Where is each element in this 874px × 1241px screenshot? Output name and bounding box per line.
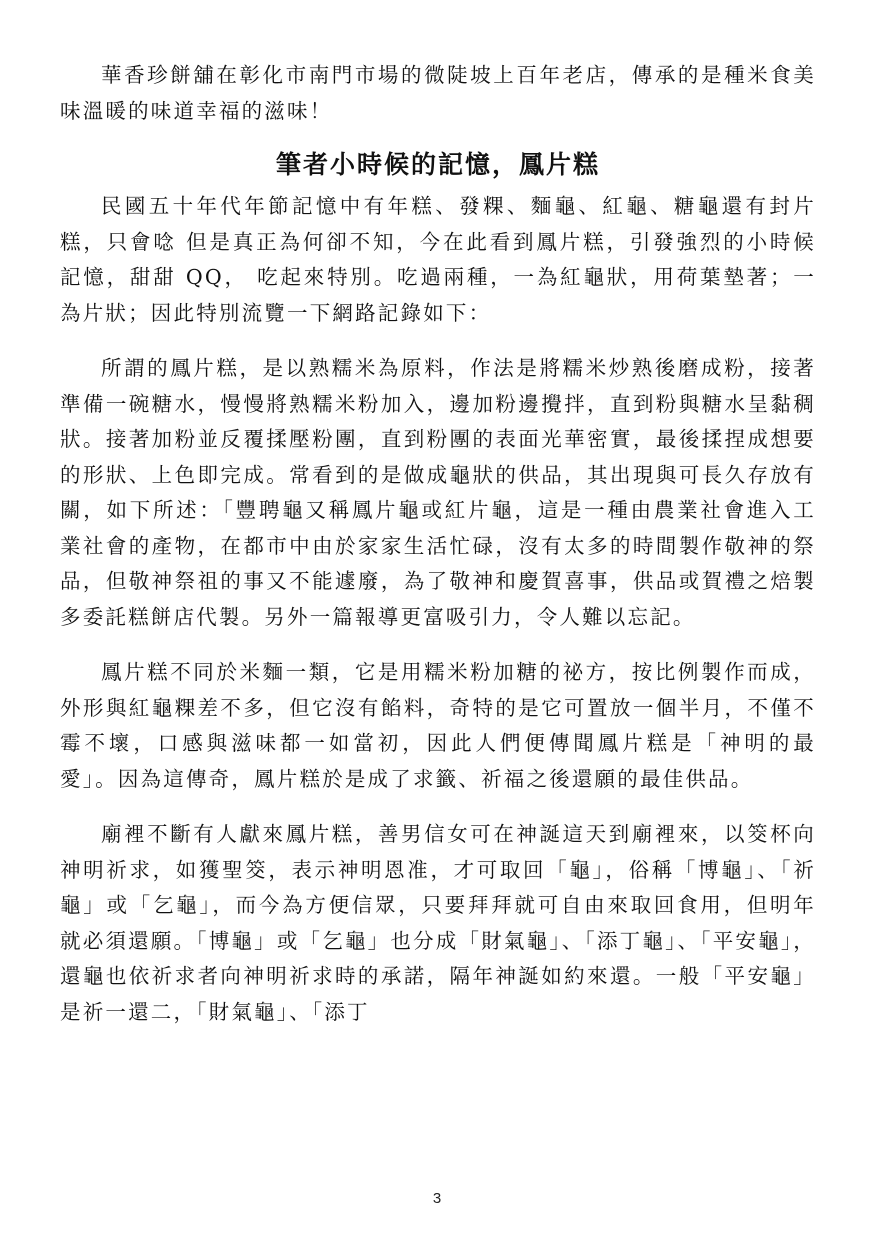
page-content bbox=[60, 58, 816, 1030]
section-heading: 筆者小時候的記憶，鳳片糕 bbox=[275, 150, 600, 179]
paragraph-temple: 廟裡不斷有人獻來鳳片糕，善男信女可在神誕這天到廟裡來，以筊杯向神明祈求，如獲聖筊，表示神明恩准，才可取回「龜」，俗稱「博龜」、「祈龜」或「乞龜」，而今為方便信眾，只要拜拜就可自由來取回食用，但明年就必須還願。「博龜」或「乞龜」也分成「財氣龜」、「添丁龜」、「平安龜」，還龜也依祈求者向神明祈求時的承諾，隔年神誕如約來還。一般「平安龜」是祈一還二，「財氣龜」、「添丁 bbox=[60, 822, 816, 1024]
paragraph-legend: 鳳片糕不同於米麵一類，它是用糯米粉加糖的祕方，按比例製作而成，外形與紅龜粿差不多，但它沒有餡料，奇特的是它可置放一個半月，不僅不霉不壞，口感與滋味都一如當初，因此人們便傳聞鳳片糕是「神明的最愛」。因為這傳奇，鳳片糕於是成了求籤、祈福之後還願的最佳供品。 bbox=[60, 660, 816, 791]
paragraph-recipe: 所謂的鳳片糕，是以熟糯米為原料，作法是將糯米炒熟後磨成粉，接著準備一碗糖水，慢慢將熟糯米粉加入，邊加粉邊攪拌，直到粉與糖水呈黏稠狀。接著加粉並反覆揉壓粉團，直到粉團的表面光華密實，最後揉捏成想要的形狀、上色即完成。常看到的是做成龜狀的供品，其出現與可長久存放有關，如下所述：「豐聘龜又稱鳳片龜或紅片龜，這是一種由農業社會進入工業社會的產物，在都市中由於家家生活忙碌，沒有太多的時間製作敬神的祭品，但敬神祭祖的事又不能遽廢，為了敬神和慶賀喜事，供品或賀禮之焙製多委託糕餅店代製。另外一篇報導更富吸引力，令人難以忘記。 bbox=[60, 356, 816, 629]
paragraph-memory: 民國五十年代年節記憶中有年糕、發粿、麵龜、紅龜、糖龜還有封片糕，只會唸 但是真正為何卻不知，今在此看到鳳片糕，引發強烈的小時候記憶，甜甜 QQ， 吃起來特別。吃過兩種，一為紅龜狀，用荷葉墊著；一為片狀；因此特別流覽一下網路記錄如下： bbox=[60, 194, 816, 325]
intro-paragraph: 華香珍餅舖在彰化市南門市場的微陡坡上百年老店，傳承的是種米食美味溫暖的味道幸福的滋味！ bbox=[60, 63, 816, 123]
page-number: 3 bbox=[432, 1190, 442, 1207]
